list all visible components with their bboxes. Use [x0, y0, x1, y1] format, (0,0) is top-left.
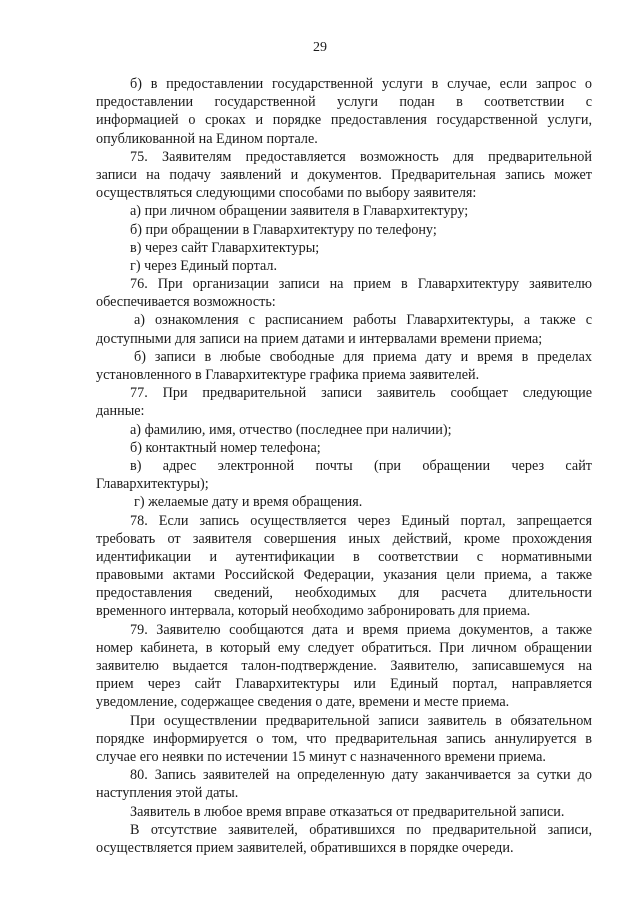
text-line: 76. При организации записи на прием в Главархитектуру заявителю [130, 276, 592, 293]
text-line: предоставлении государственной услуги подан в соответствии с [96, 94, 592, 111]
text-line: а) при личном обращении заявителя в Главархитектуру; [130, 203, 469, 220]
text-line: 80. Запись заявителей на определенную дату заканчивается за сутки до [130, 767, 592, 784]
text-line: б) контактный номер телефона; [130, 439, 321, 456]
text-line: доступными для записи на прием датами и интервалами времени приема; [96, 330, 543, 347]
text-line: Заявитель в любое время вправе отказаться от предварительной записи. [130, 803, 565, 820]
text-line: а) ознакомления с расписанием работы Главархитектуры, а также с [134, 312, 592, 329]
text-line: Главархитектуры); [96, 476, 209, 493]
text-line: осуществляется прием заявителей, обратившихся в порядке очереди. [96, 839, 514, 856]
text-line: случае его неявки по истечении 15 минут с назначенного времени приема. [96, 748, 546, 765]
text-line: уведомление, содержащее сведения о дате, времени и месте приема. [96, 694, 510, 711]
text-line: При осуществлении предварительной записи заявитель в обязательном [130, 712, 592, 729]
text-line: установленного в Главархитектуре графика приема заявителей. [96, 367, 480, 383]
text-line: требовать от заявителя совершения иных действий, кроме прохождения [96, 530, 592, 547]
text-line: записи на подачу заявлений и документов. Предварительная запись может [96, 166, 592, 183]
text-line: 75. Заявителям предоставляется возможность для предварительной [130, 148, 592, 165]
text-line: номер кабинета, в который ему следует обратиться. При личном обращении [96, 639, 592, 656]
text-line: В отсутствие заявителей, обратившихся по предварительной записи, [130, 821, 592, 838]
text-line: опубликованной на Едином портале. [96, 130, 318, 147]
text-line: заявителю выдается талон-подтверждение. Заявителю, записавшемуся на [96, 658, 592, 674]
text-line: идентификации и аутентификации в соответствии с нормативными [96, 548, 592, 565]
text-line: в) через сайт Главархитектуры; [130, 239, 320, 256]
text-line: предоставления сведений, необходимых для расчета длительности [96, 585, 592, 602]
text-line: г) через Единый портал. [130, 257, 277, 274]
text-line: осуществляться следующими способами по выбору заявителя: [96, 185, 477, 202]
text-line: информацией о сроках и порядке предоставления государственной услуги, [96, 112, 592, 129]
text-line: прием через сайт Главархитектуры или Единый портал, направляется [96, 676, 592, 693]
text-line: данные: [96, 403, 145, 420]
text-line: в) адрес электронной почты (при обращении через сайт [130, 457, 592, 474]
text-line: временного интервала, который необходимо забронировать для приема. [96, 603, 531, 620]
text-line: б) в предоставлении государственной услуги в случае, если запрос о [130, 76, 592, 92]
text-line: б) при обращении в Главархитектуру по телефону; [130, 221, 437, 238]
page-number: 29 [313, 40, 327, 55]
text-line: б) записи в любые свободные для приема дату и время в пределах [134, 348, 592, 365]
text-line: г) желаемые дату и время обращения. [134, 494, 363, 511]
text-line: порядке информируется о том, что предварительная запись аннулируется в [96, 730, 592, 747]
text-line: обеспечивается возможность: [96, 294, 276, 311]
text-line: правовыми актами Российской Федерации, указания цели приема, а также [96, 567, 592, 584]
text-line: 77. При предварительной записи заявитель сообщает следующие [130, 385, 592, 402]
text-line: а) фамилию, имя, отчество (последнее при наличии); [130, 421, 452, 438]
text-line: 78. Если запись осуществляется через Единый портал, запрещается [130, 512, 592, 529]
text-line: 79. Заявителю сообщаются дата и время приема документов, а также [130, 621, 592, 638]
document-body [96, 75, 592, 857]
text-line: наступления этой даты. [96, 785, 239, 802]
